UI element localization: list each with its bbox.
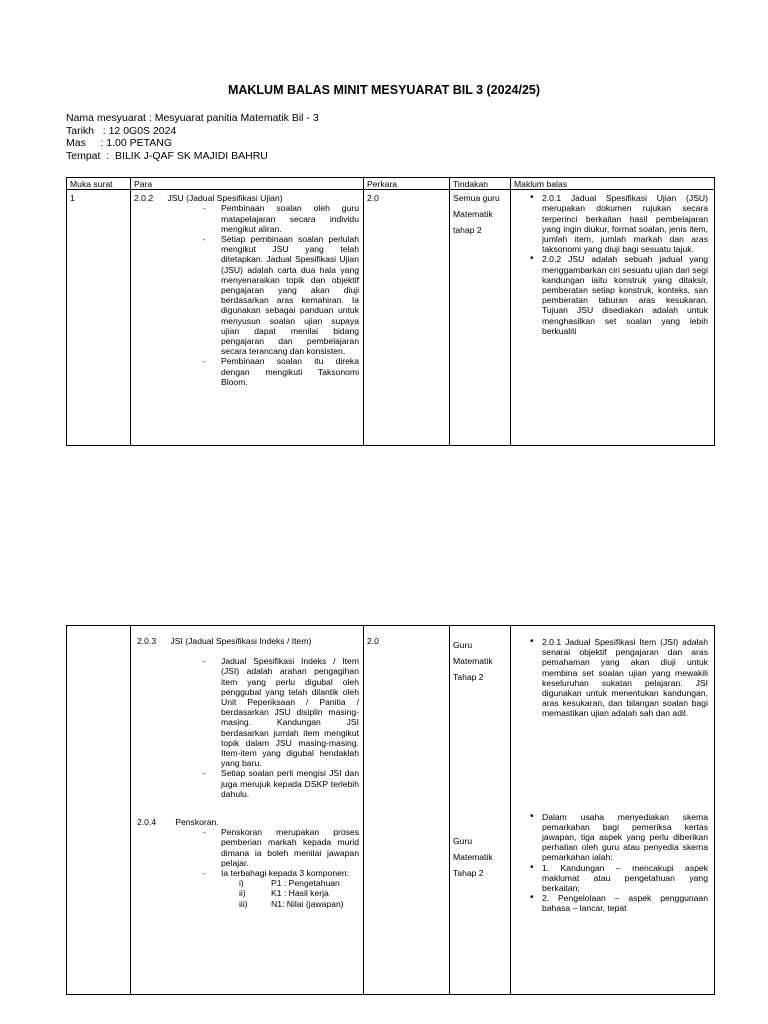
tindakan-line: Matematik bbox=[453, 209, 493, 220]
list-item: • 2.0.1 Jadual Spesifikasi Item (JSI) adalah senarai objektif pengajaran dan aras pemahaman yang akan diuji untuk membina set soalan ujian yang mewakili keseluruhan sukatan pelajaran. JSI digunakan untuk menentukan kandungan, aras kesukaran, dan bilangan soalan bagi memastikan ujian adalah sah dan adil. bbox=[528, 637, 708, 719]
component-number: iii) bbox=[239, 898, 248, 909]
list-item: - Ia terbahagi kepada 3 komponen: bbox=[203, 868, 359, 878]
para-heading: Penskoran. bbox=[175, 817, 219, 828]
para-heading-line bbox=[134, 193, 359, 203]
list-item: - Jadual Spesifikasi Indeks / Item (JSI) adalah arahan pengagihan item yang perlu digubal oleh penggubal yang telah dilantik oleh Unit Peperiksaan / Panitia / berdasarkan JSU disiplin masing-masing. Kandungan JSI berdasarkan jumlah item mengikut topik dalam JSU masing-masing. Item-item yang digubal hendaklah yang baru. bbox=[203, 656, 359, 768]
tindakan-value bbox=[453, 833, 507, 881]
para-number: 2.0.2 bbox=[134, 193, 154, 204]
tindakan-line: tahap 2 bbox=[453, 225, 482, 236]
component-text: P1 : Pengetahuan bbox=[271, 878, 340, 889]
meeting-date: Tarikh : 12 0G0S 2024 bbox=[66, 124, 177, 137]
para-number: 2.0.4 bbox=[137, 817, 157, 828]
header-para: Para bbox=[134, 179, 153, 189]
tindakan-line: Guru bbox=[453, 640, 473, 650]
component-text: N1: Nilai (jawapan) bbox=[271, 898, 344, 909]
tindakan-line: Matematik bbox=[453, 656, 493, 666]
tindakan-line: Tahap 2 bbox=[453, 868, 484, 878]
component-text: K1 : Hasil kerja bbox=[271, 888, 329, 899]
para-heading: JSI (Jadual Spesifikasi Indeks / Item) bbox=[170, 636, 312, 646]
feedback-list bbox=[528, 812, 708, 914]
tindakan-line: Guru bbox=[453, 836, 473, 846]
list-item: - Penskoran merupakan proses pemberian markah kepada murid dimana ia boleh menilai jawapan pelajar. bbox=[203, 827, 359, 868]
list-item: - Setiap soalan perli mengisi JSI dan juga merujuk kepada DSKP terlebih dahulu. bbox=[203, 768, 359, 799]
para-number: 2.0.3 bbox=[137, 636, 157, 646]
list-item: - Pembinaan soalan itu direka dengan mengikuti Taksonomi Bloom. bbox=[203, 356, 359, 387]
para-heading: JSU (Jadual Spesifikasi Ujian) bbox=[167, 193, 283, 204]
row-page-number-empty bbox=[67, 626, 130, 627]
minutes-table-part2 bbox=[66, 625, 715, 995]
tindakan-line: Semua guru bbox=[453, 193, 500, 204]
perkara-value: 2.0 bbox=[367, 636, 379, 646]
list-item bbox=[239, 878, 359, 888]
para-points bbox=[203, 827, 359, 878]
perkara-value: 2.0 bbox=[367, 193, 379, 204]
para-heading-line bbox=[137, 636, 359, 646]
component-number: i) bbox=[239, 878, 244, 889]
meeting-name: Nama mesyuarat : Mesyuarat panitia Matematik Bil - 3 bbox=[66, 112, 319, 124]
list-item: • 1. Kandungan – mencakupi aspek maklumat atau pengetahuan yang berkaitan; bbox=[528, 863, 708, 894]
list-item: • 2.0.1 Jadual Spesifikasi Ujian (JSU) merupakan dokumen rujukan secara terperinci berkaitan hasil pembelajaran yang ingin diukur, format soalan, jenis item, jumlah item, jumlah markah dan aras taksonomi yang diuji bagi sesuatu tajuk. bbox=[528, 193, 708, 254]
para-heading-line bbox=[137, 817, 359, 827]
table-row bbox=[67, 626, 715, 995]
feedback-list bbox=[528, 637, 708, 719]
feedback-list bbox=[528, 193, 708, 336]
meeting-time: Mas : 1.00 PETANG bbox=[66, 137, 173, 149]
tindakan-value bbox=[453, 637, 507, 685]
component-number: ii) bbox=[239, 888, 246, 899]
list-item: - Pembinaan soalan oleh guru matapelajaran secara individu mengikut aliran. bbox=[203, 203, 359, 234]
para-points bbox=[203, 203, 359, 387]
tindakan-line: Matematik bbox=[453, 852, 493, 862]
list-item bbox=[239, 888, 359, 898]
tindakan-value bbox=[450, 190, 510, 238]
para-points bbox=[203, 656, 359, 799]
minutes-table-part1 bbox=[66, 177, 715, 446]
list-item: • 2. Pengelolaan – aspek penggunaan bahasa – lancar, tepat bbox=[528, 893, 708, 913]
tindakan-line: Tahap 2 bbox=[453, 672, 484, 682]
list-item: • 2.0.2 JSU adalah sebuah jadual yang menggambarkan ciri sesuatu ujian dari segi kandungan iaitu konstruk yang ditaksir, pemberatan setiap konstruk, konteks, san pemberatan taburan aras kesukaran. Tujuan JSU disediakan adalah untuk menghasilkan set soalan yang lebih berkualiti bbox=[528, 254, 708, 336]
header-maklum-balas: Maklum balas bbox=[514, 179, 568, 189]
page-title: MAKLUM BALAS MINIT MESYUARAT BIL 3 (2024/25) bbox=[227, 83, 541, 97]
header-muka-surat: Muka surat bbox=[70, 179, 113, 189]
table-row bbox=[67, 190, 715, 446]
meeting-details bbox=[66, 112, 319, 162]
component-list bbox=[239, 878, 359, 909]
list-item bbox=[239, 899, 359, 909]
list-item: - Setiap pembinaan soalan perlulah mengikut JSU yang telah ditetapkan. Jadual Spesifikasi Ujian (JSU) adalah carta dua hala yang menyenaraikan topik dan objektif pengajaran yang akan diuji berdasarkan aras kemahiran. Ia digunakan sebagai panduan untuk menyusun soalan ujian supaya ujian dapat menilai bidang pengajaran dan pembelajaran secara terancang dan konsisten. bbox=[203, 234, 359, 356]
meeting-venue: Tempat : BILIK J-QAF SK MAJIDI BAHRU bbox=[66, 149, 268, 162]
list-item: • Dalam usaha menyediakan skema pemarkahan bagi pemeriksa kertas jawapan, tiga aspek yang perlu diberikan perhatian oleh guru atau penyedia skema pemarkahan ialah: bbox=[528, 812, 708, 863]
header-perkara: Perkara bbox=[367, 179, 398, 189]
row-page-number: 1 bbox=[70, 193, 75, 204]
header-tindakan: Tindakan bbox=[453, 179, 489, 189]
table-header-row bbox=[67, 178, 715, 190]
